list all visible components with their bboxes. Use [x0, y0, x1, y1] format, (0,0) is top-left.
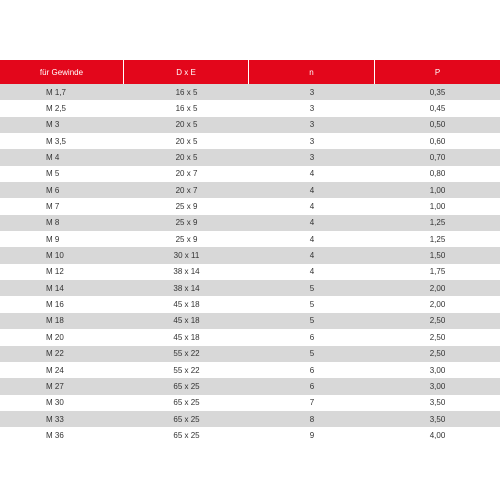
cell-dimensions: 16 x 5 — [175, 104, 198, 114]
cell-n: 5 — [309, 283, 315, 293]
cell-n: 5 — [309, 300, 315, 310]
cell-n: 3 — [309, 153, 315, 163]
cell-p: 0,60 — [429, 136, 446, 146]
cell-n: 3 — [309, 136, 315, 146]
cell-dimensions: 55 x 22 — [173, 349, 200, 359]
cell-dimensions: 20 x 5 — [175, 136, 198, 146]
table-row — [0, 166, 500, 182]
cell-n: 4 — [309, 267, 315, 277]
table-row — [0, 117, 500, 133]
cell-p: 2,00 — [429, 300, 446, 310]
cell-p: 2,00 — [429, 283, 446, 293]
cell-dimensions: 25 x 9 — [175, 218, 198, 228]
cell-p: 3,00 — [429, 381, 446, 391]
cell-dimensions: 20 x 5 — [175, 120, 198, 130]
cell-thread: M 24 — [46, 365, 64, 375]
cell-p: 2,50 — [429, 349, 446, 359]
cell-n: 7 — [309, 398, 315, 408]
cell-n: 4 — [309, 251, 315, 261]
cell-dimensions: 16 x 5 — [175, 87, 198, 97]
table-row — [0, 149, 500, 165]
table-row — [0, 231, 500, 247]
cell-p: 0,45 — [429, 104, 446, 114]
cell-p: 1,25 — [429, 218, 446, 228]
table-row — [0, 395, 500, 411]
table-row — [0, 247, 500, 263]
cell-thread: M 6 — [46, 185, 60, 195]
cell-dimensions: 65 x 25 — [173, 381, 200, 391]
cell-p: 1,75 — [429, 267, 446, 277]
cell-dimensions: 45 x 18 — [173, 300, 200, 310]
header-p: P — [375, 60, 500, 84]
cell-dimensions: 65 x 25 — [173, 430, 200, 440]
cell-dimensions: 38 x 14 — [173, 267, 200, 277]
table-row — [0, 100, 500, 116]
table-row — [0, 198, 500, 214]
table-row — [0, 329, 500, 345]
cell-thread: M 7 — [46, 202, 60, 212]
cell-thread: M 33 — [46, 414, 64, 424]
cell-dimensions: 45 x 18 — [173, 316, 200, 326]
cell-n: 5 — [309, 349, 315, 359]
cell-thread: M 14 — [46, 283, 64, 293]
cell-dimensions: 55 x 22 — [173, 365, 200, 375]
table-row — [0, 378, 500, 394]
cell-thread: M 3,5 — [46, 136, 67, 146]
cell-n: 9 — [309, 430, 315, 440]
cell-n: 4 — [309, 218, 315, 228]
cell-dimensions: 65 x 25 — [173, 398, 200, 408]
cell-thread: M 27 — [46, 381, 64, 391]
cell-thread: M 4 — [46, 153, 60, 163]
cell-p: 3,50 — [429, 414, 446, 424]
cell-p: 0,35 — [429, 87, 446, 97]
table-row — [0, 427, 500, 443]
cell-n: 8 — [309, 414, 315, 424]
cell-p: 1,00 — [429, 202, 446, 212]
cell-p: 4,00 — [429, 430, 446, 440]
cell-thread: M 10 — [46, 251, 64, 261]
cell-n: 6 — [309, 365, 315, 375]
cell-thread: M 8 — [46, 218, 60, 228]
cell-p: 1,25 — [429, 234, 446, 244]
table-row — [0, 84, 500, 100]
cell-dimensions: 30 x 11 — [173, 251, 200, 261]
cell-p: 1,50 — [429, 251, 446, 261]
cell-n: 4 — [309, 185, 315, 195]
cell-p: 2,50 — [429, 332, 446, 342]
cell-n: 5 — [309, 316, 315, 326]
table-row — [0, 411, 500, 427]
header-dimensions: D x E — [124, 60, 249, 84]
thread-table — [0, 60, 500, 444]
cell-n: 6 — [309, 381, 315, 391]
cell-thread: M 2,5 — [46, 104, 67, 114]
cell-thread: M 16 — [46, 300, 64, 310]
cell-p: 1,00 — [429, 185, 446, 195]
table-row — [0, 264, 500, 280]
header-thread: für Gewinde — [0, 60, 124, 84]
cell-thread: M 18 — [46, 316, 64, 326]
cell-dimensions: 25 x 9 — [175, 202, 198, 212]
cell-n: 3 — [309, 120, 315, 130]
table-row — [0, 313, 500, 329]
cell-p: 3,50 — [429, 398, 446, 408]
cell-n: 6 — [309, 332, 315, 342]
cell-n: 4 — [309, 202, 315, 212]
cell-thread: M 36 — [46, 430, 64, 440]
header-n: n — [249, 60, 375, 84]
table-row — [0, 280, 500, 296]
cell-thread: M 22 — [46, 349, 64, 359]
cell-thread: M 1,7 — [46, 87, 67, 97]
cell-dimensions: 25 x 9 — [175, 234, 198, 244]
cell-thread: M 3 — [46, 120, 60, 130]
cell-dimensions: 20 x 5 — [175, 153, 198, 163]
cell-thread: M 5 — [46, 169, 60, 179]
table-row — [0, 362, 500, 378]
table-row — [0, 296, 500, 312]
cell-dimensions: 45 x 18 — [173, 332, 200, 342]
table-row — [0, 182, 500, 198]
table-row — [0, 133, 500, 149]
table-row — [0, 215, 500, 231]
cell-p: 3,00 — [429, 365, 446, 375]
cell-n: 4 — [309, 234, 315, 244]
cell-dimensions: 38 x 14 — [173, 283, 200, 293]
cell-n: 3 — [309, 104, 315, 114]
cell-p: 0,70 — [429, 153, 446, 163]
table-header — [0, 60, 500, 84]
cell-dimensions: 65 x 25 — [173, 414, 200, 424]
cell-dimensions: 20 x 7 — [175, 185, 198, 195]
table-body — [0, 84, 500, 444]
cell-thread: M 12 — [46, 267, 64, 277]
cell-dimensions: 20 x 7 — [175, 169, 198, 179]
cell-p: 0,50 — [429, 120, 446, 130]
cell-n: 4 — [309, 169, 315, 179]
table-row — [0, 346, 500, 362]
cell-p: 2,50 — [429, 316, 446, 326]
cell-thread: M 20 — [46, 332, 64, 342]
cell-thread: M 9 — [46, 234, 60, 244]
cell-thread: M 30 — [46, 398, 64, 408]
cell-p: 0,80 — [429, 169, 446, 179]
cell-n: 3 — [309, 87, 315, 97]
